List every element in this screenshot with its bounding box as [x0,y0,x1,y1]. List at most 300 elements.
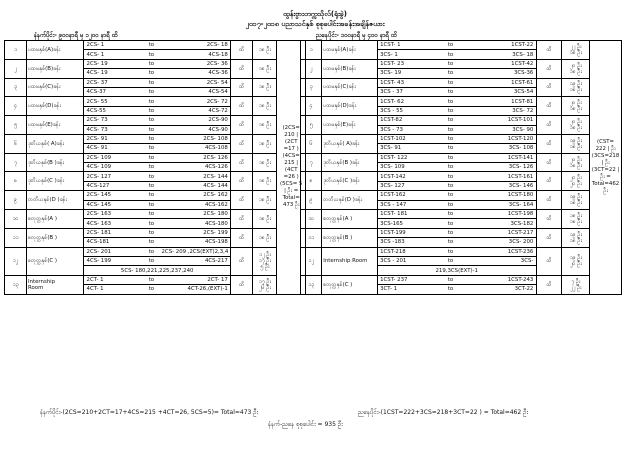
range-separator: to [148,107,155,114]
range-separator: to [148,79,155,86]
roll-range [84,228,231,237]
roll-end: 1CST-101 [507,117,534,124]
class-name: စတုတ္ထနှစ်(C ) [322,275,377,294]
roll-end: 3CS- 200 [508,239,534,246]
range-separator: to [447,164,454,171]
roll-end: 2CS- 36 [206,60,228,67]
roll-range [84,59,231,68]
roll-end: 3CS- 90 [512,126,534,133]
roll-end: 4CS-198 [204,239,228,246]
room-marker: ထိ [536,116,562,135]
morning-schedule-table [4,40,306,295]
range-separator: to [148,60,155,67]
table-row [5,247,306,256]
roll-end: 4CS-18 [208,51,228,58]
class-name: တတိယနှစ်(D )ခန်း [26,191,83,210]
roll-start: 4CS- 1 [86,51,105,58]
range-separator: to [447,70,454,77]
room-marker: ထိ [231,116,253,135]
room-marker: ထိ [536,59,562,78]
roll-end: 1CST-180 [507,192,534,199]
roll-end: 4CS-126 [204,164,228,171]
range-separator: to [447,173,454,180]
roll-end: 3CS- 126 [508,164,534,171]
table-row [301,191,622,200]
room-marker: ထိ [536,247,562,275]
session-total: (CST= 222 | ဦး (3CS=218 | ဦး (3CT=22 | ဦး = Total=462 ဦး [590,41,622,295]
row-number: ၉ [5,191,27,210]
roll-end: 2CS- 180 [203,211,228,218]
range-separator: to [148,42,155,49]
roll-end: 2CS- 144 [203,173,228,180]
range-separator: to [447,239,454,246]
roll-end: 3CS- [520,258,534,265]
class-name: Internship Room [26,275,83,294]
range-separator: to [447,154,454,161]
roll-range [377,87,536,96]
class-name: ပထမနှစ်(D)ခန်း [26,97,83,116]
range-separator: to [447,42,454,49]
range-separator: to [447,258,454,265]
roll-range [377,256,536,265]
roll-range [377,106,536,115]
roll-start: 2CS- 1 [86,42,105,49]
range-separator: to [148,201,155,208]
roll-end: 2CS- 209 ,2CS(EXT)2,3,4 [161,248,229,255]
roll-start: 4CS- 91 [86,145,108,152]
roll-range [84,153,231,162]
row-number: ၅ [301,116,322,135]
table-row [5,134,306,143]
roll-start: 2CS- 181 [86,230,112,236]
class-name: စတုတ္ထနှစ်(A ) [322,210,377,229]
range-separator: to [148,89,155,96]
room-marker: ထိ [536,97,562,116]
roll-range [84,210,231,219]
roll-start: 1CST-162 [380,192,406,199]
range-separator: to [447,248,454,255]
roll-start: 1CST-82 [380,117,403,124]
range-separator: to [447,117,454,124]
roll-range [377,78,536,87]
roll-end: 4CS- 144 [203,183,228,190]
roll-end: 2CS- 54 [206,79,228,86]
row-number: ၁၃ [301,275,322,294]
range-separator: to [148,239,155,246]
roll-range [377,275,536,284]
table-row [301,97,622,106]
roll-start: 1CST- 43 [380,79,405,86]
student-count: ၁၈ ဦး [253,172,277,191]
class-name: ပထမနှစ်(C)ခန်း [26,78,83,97]
table-row [5,78,306,87]
roll-start: 1CST- 1 [380,42,401,49]
roll-start: 4CT- 1 [86,286,104,293]
roll-end: 1CST-141 [507,154,534,161]
class-name: ဒုတိယနှစ်(B )ခန်း [322,153,377,172]
range-separator: to [148,276,155,283]
student-count: ၁၇ ဦး ၂၆ ဦး [253,275,277,294]
roll-start: 3CS- 127 [380,183,405,190]
range-separator: to [148,211,155,218]
roll-start: 4CS-127 [86,183,110,190]
student-count: ၁၉ ဦး ၁၈ ဦး [562,191,590,210]
student-count: ၂၂ ဦး ၁၈ ဦး [562,41,590,60]
row-number: ၃ [301,78,322,97]
roll-start: 4CS- 199 [86,258,112,265]
room-marker: ထိ [536,78,562,97]
roll-start: 1CST-142 [380,173,406,180]
room-marker: ထိ [536,153,562,172]
range-separator: to [148,117,155,124]
range-separator: to [148,70,155,77]
student-count: ၇ ဦး ၂၂ ဦး [562,275,590,294]
roll-end: 3CS- 146 [508,183,534,190]
roll-range [377,50,536,59]
document-subtitle: ၂၀၁၇-၂၀၁၈ ပညာသင်နှစ် စုစုပေါင်းအခန်းအချိန်ဇယား [245,20,385,28]
table-row [301,275,622,284]
roll-end: 4CS-217 [204,258,228,265]
roll-start: 3CS- 19 [380,70,402,77]
roll-end: 1CST-236 [507,248,534,255]
roll-start: 3CS- 91 [380,145,402,152]
roll-start: 1CST- 23 [380,60,405,67]
roll-range [84,87,231,96]
table-row [5,59,306,68]
roll-end: 4CS-180 [204,220,228,227]
class-name: ပထမနှစ်(B)ခန်း [322,59,377,78]
row-number: ၁၂ [301,247,322,275]
roll-end: 4CS-36 [208,70,228,77]
table-row [5,41,306,50]
range-separator: to [447,89,454,96]
roll-end: 1CST-120 [507,136,534,143]
roll-range [84,172,231,181]
class-name: ဒုတိယနှစ်( A)ခန်း [322,134,377,153]
row-number: ၈ [301,172,322,191]
range-separator: to [148,230,155,236]
range-separator: to [447,145,454,152]
row-number: ၂ [5,59,27,78]
roll-start: 4CS- 109 [86,164,112,171]
room-marker: ထိ [231,97,253,116]
row-number: ၅ [5,116,27,135]
roll-end: 1CST-198 [507,211,534,218]
range-separator: to [148,220,155,227]
afternoon-schedule-table [300,40,622,295]
row-number: ၆ [5,134,27,153]
student-count: ၁၉ ဦး ၁၈ ဦး [562,134,590,153]
roll-start: 4CS- 145 [86,201,112,208]
roll-end: 4CS-72 [208,107,228,114]
student-count: ၁၈ ဦး [253,191,277,210]
range-separator: to [148,51,155,58]
roll-start: 1CST-102 [380,136,406,143]
class-name: ဒုတိယနှစ်( A)ခန်း [26,134,83,153]
roll-start: 1CST- 237 [380,276,408,283]
range-separator: to [148,183,155,190]
roll-start: 2CS- 37 [86,79,108,86]
range-separator: to [148,286,155,293]
range-separator: to [447,79,454,86]
roll-start: 4CS-55 [86,107,106,114]
roll-start: 2CS- 91 [86,136,108,143]
class-name: စတုတ္ထနှစ်(B ) [322,228,377,247]
roll-end: 2CS- 72 [206,98,228,105]
roll-range [377,200,536,209]
table-row [5,172,306,181]
row-number: ၄ [5,97,27,116]
range-separator: to [447,51,454,58]
roll-start: 3CT- 1 [380,286,398,293]
roll-start: 2CS- 55 [86,98,108,105]
range-separator: to [148,258,155,265]
roll-end: 1CST-42 [511,60,534,67]
roll-start: 2CS- 19 [86,60,108,67]
roll-start: 3CS- 109 [380,164,405,171]
roll-start: 4CS-37 [86,89,106,96]
class-name: ဒုတိယနှစ်(C )ခန်း [322,172,377,191]
range-separator: to [447,98,454,105]
roll-start: 2CS- 201 [86,248,112,255]
room-marker: ထိ [231,153,253,172]
roll-range [377,219,536,228]
row-number: ၄ [301,97,322,116]
range-separator: to [447,276,454,283]
afternoon-session-label: ညနေပိုင်း- ၁၀၀နာရီ မှ ၄၀၀ နာရီ ထိ [316,32,397,39]
roll-start: 4CS- 163 [86,220,112,227]
roll-range [84,134,231,143]
roll-end: 1CST-81 [511,98,534,105]
roll-start: 3CS - 37 [380,89,403,96]
room-marker: ထိ [536,191,562,210]
roll-end: 1CST-161 [507,173,534,180]
student-count: ၁၈ ဦး [253,59,277,78]
roll-range [84,163,231,172]
student-count: ၁၈ ဦး [253,210,277,229]
student-count: ၁၂ ဦး ၁၇ ဦး ၅ ဦး [253,247,277,275]
roll-range [84,144,231,153]
range-separator: to [447,211,454,218]
roll-range [84,116,231,125]
roll-end: 3CS- 72 [512,107,534,114]
row-number: ၁၁ [5,228,27,247]
range-separator: to [447,107,454,114]
roll-range [84,219,231,228]
roll-end: 4CT-26,(EXT)-1 [187,286,228,293]
roll-start: 3CS - 73 [380,126,403,133]
roll-end: 1CST-243 [507,276,534,283]
range-separator: to [447,183,454,190]
table-row [301,59,622,68]
roll-start: 3CS-165 [380,220,403,227]
document-title: ထွန်းဗွားတက္ကသိုလ်(ရုံးခွဲ) [283,10,347,18]
roll-start: 2CT- 1 [86,276,104,283]
row-number: ၁၃ [5,275,27,294]
class-name: ပထမနှစ်(C)ခန်း [322,78,377,97]
range-separator: to [148,192,155,199]
range-separator: to [447,60,454,67]
roll-end: 2CS- 108 [203,136,228,143]
range-separator: to [148,126,155,133]
roll-range [377,247,536,256]
roll-range [84,41,231,50]
room-marker: ထိ [231,134,253,153]
table-row [5,97,306,106]
room-marker: ထိ [536,172,562,191]
row-number: ၁ [5,41,27,60]
roll-range [84,285,231,294]
table-row [301,172,622,181]
roll-range [377,172,536,181]
table-row [301,247,622,256]
roll-range [377,228,536,237]
table-row [301,153,622,162]
table-row [301,41,622,50]
table-row [5,228,306,237]
roll-range [377,210,536,219]
roll-range [84,50,231,59]
class-name: ပထမနှစ်(E)ခန်း [26,116,83,135]
row-number: ၈ [5,172,27,191]
class-name: ပထမနှစ်(A)ခန်း [322,41,377,60]
roll-range [377,69,536,78]
roll-start: 3CS - 147 [380,201,407,208]
roll-end: 3CS-54 [513,89,534,96]
room-marker: ထိ [231,191,253,210]
roll-end: 4CS-108 [204,145,228,152]
roll-start: 1CST- 181 [380,211,408,218]
roll-start: 1CST-218 [380,248,406,255]
morning-session-label: နံနက်ပိုင်း- ၉၀၀နာရီ မှ ၁၂၀၀ နာရီ ထိ [34,32,118,39]
roll-range [377,191,536,200]
student-count: ၁၉ ဦး ၁၈ ဦး [562,228,590,247]
roll-end: 4CS-90 [208,126,228,133]
room-marker: ထိ [231,247,253,275]
table-row [5,191,306,200]
roll-range [377,181,536,190]
roll-range [84,106,231,115]
morning-total-summary: နံနက်ပိုင်း-(2CS=210+2CT=17+4CS=215 +4CT=26, 5CS=5)= Total=473 ဦး [40,409,259,416]
student-count: ၁၈ ဦး [253,153,277,172]
student-count: ၁၈ ဦး [253,116,277,135]
room-marker: ထိ [231,210,253,229]
row-number: ၁၂ [5,247,27,275]
roll-range [377,163,536,172]
class-name: ပထမနှစ်(E)ခန်း [322,116,377,135]
roll-end: 4CS-54 [208,89,228,96]
room-marker: ထိ [231,78,253,97]
roll-end: 2CS-90 [208,117,228,124]
roll-start: 3CS - 55 [380,107,403,114]
roll-start: 4CS-181 [86,239,110,246]
roll-range [377,144,536,153]
student-count: ၂၀ ဦး ၁၈ ဦး [562,59,590,78]
row-number: ၆ [301,134,322,153]
room-marker: ထိ [536,134,562,153]
roll-start: 2CS- 73 [86,117,108,124]
roll-range [84,69,231,78]
roll-start: 1CST- 122 [380,154,408,161]
roll-end: 2CS- 126 [203,154,228,161]
class-name: ဒုတိယနှစ်(B )ခန်း [26,153,83,172]
roll-range [377,41,536,50]
table-row [301,134,622,143]
row-number: ၁၁ [301,228,322,247]
class-name: တတိယနှစ်(D )ခန်း [322,191,377,210]
table-row [301,228,622,237]
range-separator: to [148,248,155,255]
range-separator: to [447,230,454,236]
roll-start: 3CS- 1 [380,51,398,58]
range-separator: to [148,164,155,171]
row-number: ၇ [301,153,322,172]
student-count: ၁၉ ဦး ၂၀ ဦး [562,247,590,275]
student-count: ၁၈ ဦး [253,97,277,116]
range-separator: to [148,173,155,180]
roll-range [84,275,231,284]
roll-range [84,125,231,134]
roll-start: 2CS- 163 [86,211,112,218]
room-marker: ထိ [536,210,562,229]
student-count: ၁၈ ဦး [253,134,277,153]
grand-total-summary: နံနက်-ညနေ စုစုပေါင်း = 935 ဦး [268,421,343,428]
class-name: ပထမနှစ်(D)ခန်း [322,97,377,116]
roll-range [84,97,231,106]
roll-range [377,97,536,106]
roll-end: 4CS-162 [204,201,228,208]
roll-start: 3CS - 201 [380,258,407,265]
range-separator: to [148,136,155,143]
range-separator: to [447,201,454,208]
row-number: ၂ [301,59,322,78]
class-name: စတုတ္ထနှစ်(A ) [26,210,83,229]
table-row [301,116,622,125]
roll-end: 1CST-61 [511,79,534,86]
roll-end: 3CS- 18 [512,51,534,58]
roll-range [377,153,536,162]
roll-range [84,247,231,256]
row-number: ၉ [301,191,322,210]
range-separator: to [447,136,454,143]
class-name: ပထမနှစ်(B)ခန်း [26,59,83,78]
room-marker: ထိ [536,41,562,60]
student-count: ၁၈ ဦး [253,78,277,97]
range-separator: to [447,220,454,227]
row-number: ၁ [301,41,322,60]
roll-end: 3CS-36 [513,70,534,77]
roll-end: 3CT-22 [514,286,534,293]
roll-start: 2CS- 127 [86,173,112,180]
roll-range [377,238,536,247]
roll-range [84,238,231,247]
roll-end: 2CT- 17 [207,276,228,283]
range-separator: to [148,154,155,161]
roll-end: 3CS- 164 [508,201,534,208]
roll-end: 1CST-22 [511,42,534,49]
student-count: ၂၀ ဦး ၁၈ ဦး [562,153,590,172]
class-name: Internship Room [322,247,377,275]
student-count: ၂၀ ဦး ၂၀ ဦး [562,172,590,191]
roll-end: 1CST-217 [507,230,534,236]
roll-start: 1CST-199 [380,230,406,236]
roll-range [84,200,231,209]
room-marker: ထိ [231,228,253,247]
class-name: စတုတ္ထနှစ်(C ) [26,247,83,275]
row-number: ၇ [5,153,27,172]
range-separator: to [148,98,155,105]
range-separator: to [447,192,454,199]
